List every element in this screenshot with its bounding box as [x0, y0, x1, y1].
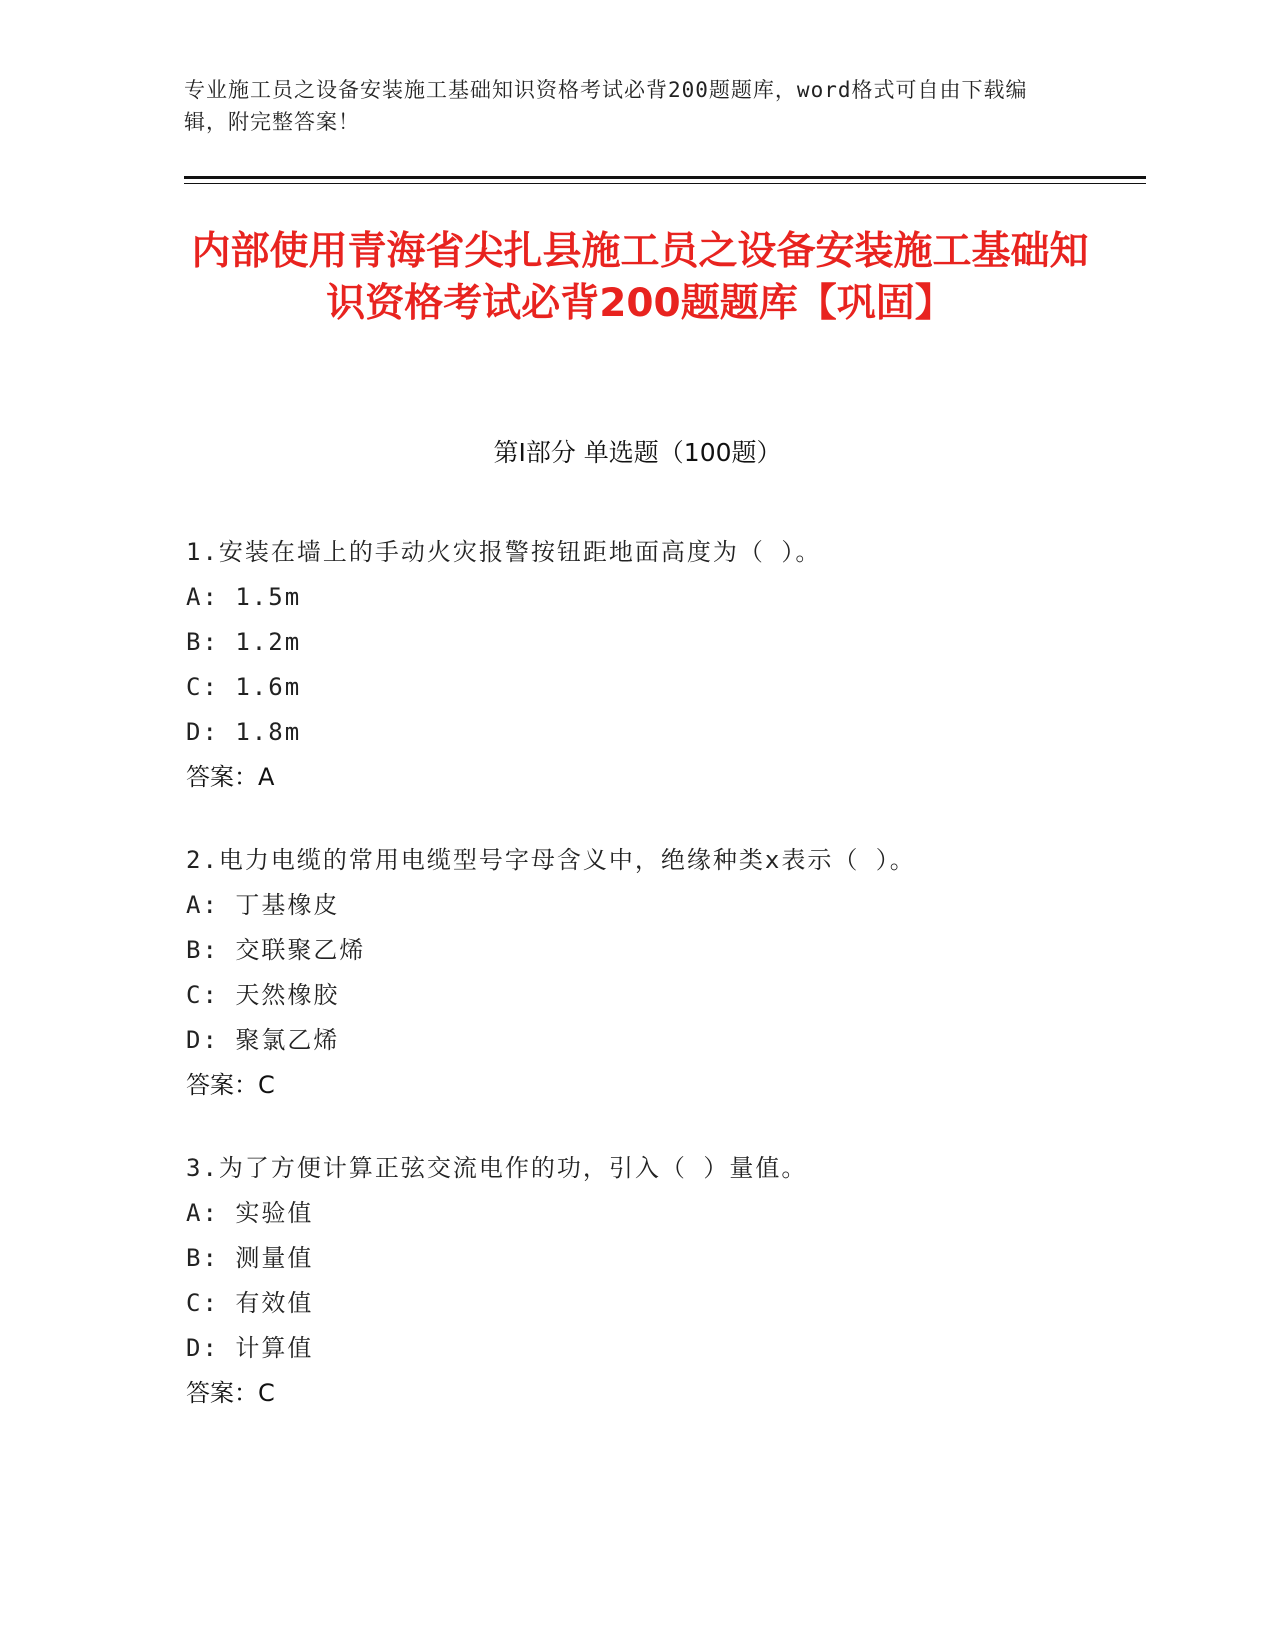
- option-b: B: 交联聚乙烯: [186, 936, 366, 964]
- question-stem: 1.安装在墙上的手动火灾报警按钮距地面高度为（ ）。: [186, 538, 822, 566]
- question-2: [186, 838, 1106, 1108]
- option-c: C: 有效值: [186, 1289, 314, 1317]
- question-stem: 3.为了方便计算正弦交流电作的功，引入（ ）量值。: [186, 1154, 808, 1182]
- option-b: B: 1.2m: [186, 628, 302, 656]
- answer: 答案：C: [186, 1379, 275, 1407]
- document-title: 内部使用青海省尖扎县施工员之设备安装施工基础知识资格考试必背200题题库【巩固】: [191, 229, 1089, 326]
- question-1: [186, 530, 1106, 800]
- option-d: D: 计算值: [186, 1334, 314, 1362]
- answer: 答案：A: [186, 763, 275, 791]
- question-list: [186, 530, 1106, 1454]
- header-rule-thin: [184, 183, 1146, 184]
- option-a: A: 1.5m: [186, 583, 302, 611]
- option-c: C: 1.6m: [186, 673, 302, 701]
- section-title: 第Ⅰ部分 单选题（100题）: [493, 438, 782, 467]
- option-a: A: 丁基橡皮: [186, 891, 340, 919]
- option-b: B: 测量值: [186, 1244, 314, 1272]
- answer: 答案：C: [186, 1071, 275, 1099]
- header-rule-thick: [184, 176, 1146, 179]
- option-d: D: 1.8m: [186, 718, 302, 746]
- question-3: [186, 1146, 1106, 1416]
- option-d: D: 聚氯乙烯: [186, 1026, 340, 1054]
- question-stem: 2.电力电缆的常用电缆型号字母含义中，绝缘种类x表示（ ）。: [186, 846, 916, 874]
- header-note: 专业施工员之设备安装施工基础知识资格考试必背200题题库，word格式可自由下载编辑，附完整答案！: [184, 78, 1028, 134]
- option-c: C: 天然橡胶: [186, 981, 340, 1009]
- option-a: A: 实验值: [186, 1199, 314, 1227]
